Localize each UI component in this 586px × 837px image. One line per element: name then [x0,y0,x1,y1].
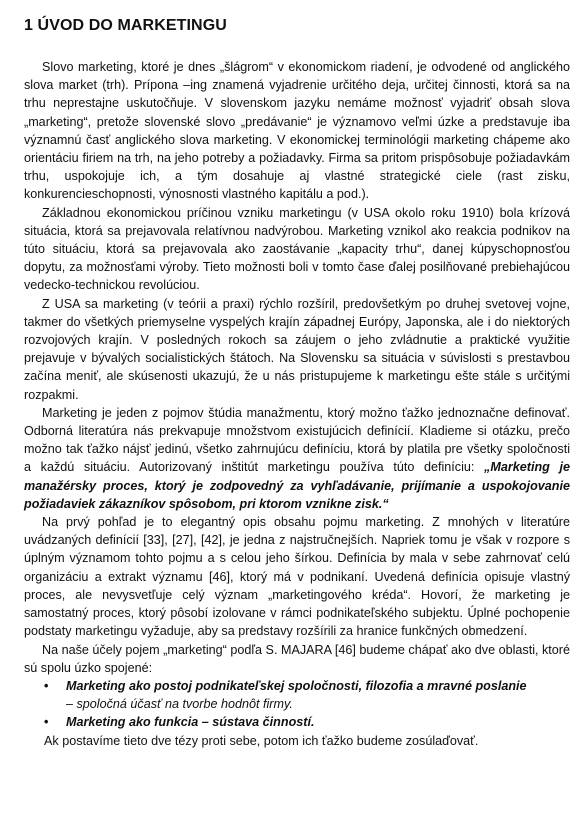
paragraph-5: Na prvý pohľad je to elegantný opis obsahu pojmu marketing. Z mnohých v literatúre uvádzaných definícií [33], [27], [42], je jedna z najstručnejších. Napriek tomu je však v rozpore s úplným významom tohto pojmu a s celou jeho šírkou. Definícia by mala v sebe zahrnovať celú organizáciu a extrakt významu [46], ktorý má v podnikaní. Uvedená definícia opisuje vlastný proces, ale nevysvetľuje celý význam „marketingového kréda“. Hovorí, že marketing je samostatný proces, ktorý pôsobí izolovane v rámci podnikateľského subjektu. Úplné pochopenie podstaty marketingu vyžaduje, aby sa predstavy rozšírili za hranice funkčných obmedzení. [24,515,570,639]
bullet-item-2 [24,713,570,731]
bullet-list [24,677,570,732]
bullet-subtext: – spoločná účasť na tvorbe hodnôt firmy. [66,697,293,712]
bullet-marker: • [44,715,49,730]
paragraph-4 [24,404,570,513]
bullet-title: Marketing ako funkcia – sústava činností. [66,715,315,730]
paragraph-2: Základnou ekonomickou príčinou vzniku marketingu (v USA okolo roku 1910) bola krízová situácia, ktorá sa prejavovala relatívnou nadvýrobou. Marketing vznikol ako reakcia podnikov na túto situáciu, ktorá sa prejavovala ako zaostávanie „kapacity trhu“, danej kúpyschopnosťou dopytu, za možnosťami výroby. Tieto možnosti boli v tomto čase ďalej posilňované prebiehajúcou vedecko-technickou revolúciou. [24,205,570,293]
closing-sentence: Ak postavíme tieto dve tézy proti sebe, potom ich ťažko budeme zosúlaďovať. [44,733,479,748]
bullet-title: Marketing ako postoj podnikateľskej spoločnosti, filozofia a mravné poslanie [66,678,527,693]
paragraph-6: Na naše účely pojem „marketing“ podľa S. MAJARA [46] budeme chápať ako dve oblasti, ktoré sú spolu úzko spojené: [24,642,570,675]
bullet-marker: • [44,678,49,693]
bullet-item-1 [24,677,570,713]
paragraph-1: Slovo marketing, ktoré je dnes „šlágrom“ v ekonomickom riadení, je odvodené od anglického slova market (trh). Prípona –ing znamená vyjadrenie určitého deja, určitej činnosti, ktorá sa na trhu neprestajne uskutočňuje. V slovenskom jazyku nemáme možnosť vyjadriť obsah slova „marketing“, pretože slovenské slovo „predávanie“ je významovo veľmi úzke a predstavuje iba významnú časť anglického slova marketing. V ekonomickej terminológii marketing chápeme ako orientáciu firiem na trh, na jeho potreby a požiadavky. Firma sa pritom prispôsobuje požiadavkám trhu, uspokojuje ich, a tým dosahuje aj vlastné strategické ciele (rast zisku, konkurencieschopnosti, výnosnosti vlastného kapitálu a pod.). [24,60,570,202]
paragraph-3: Z USA sa marketing (v teórii a praxi) rýchlo rozšíril, predovšetkým po druhej svetovej vojne, takmer do všetkých priemyselne vyspelých krajín západnej Európy, Japonska, ale i do niektorých rozvojových krajín. V posledných rokoch sa záujem o jeho zvládnutie a praktické využitie prejavuje v bývalých socialistických štátoch. Na Slovensku sa situácia v súvislosti s prestavbou začína meniť, ale skúsenosti ukazujú, že u nás pristupujeme k marketingu ešte stále s určitými rozpakmi. [24,296,570,402]
marketing-definition: „Marketing je manažérsky proces, ktorý je zodpovedný za vyhľadávanie, prijímanie a uspokojovanie požiadaviek zákazníkov spôsobom, pri ktorom vznikne zisk.“ [24,460,571,511]
paragraph-4-text: Marketing je jeden z pojmov štúdia manažmentu, ktorý možno ťažko jednoznačne definovať. Odborná literatúra nás prekvapuje množstvom existujúcich definícií. Kladieme si otázku, prečo možno tak ťažko nájsť jedinú, všetko zahrnujúcu definíciu, ktorá by platila pre všetky spoločnosti a každú situáciu. Autorizovaný inštitút marketingu používa túto definíciu: [24,405,570,475]
chapter-heading: 1 ÚVOD DO MARKETINGU [24,17,227,34]
